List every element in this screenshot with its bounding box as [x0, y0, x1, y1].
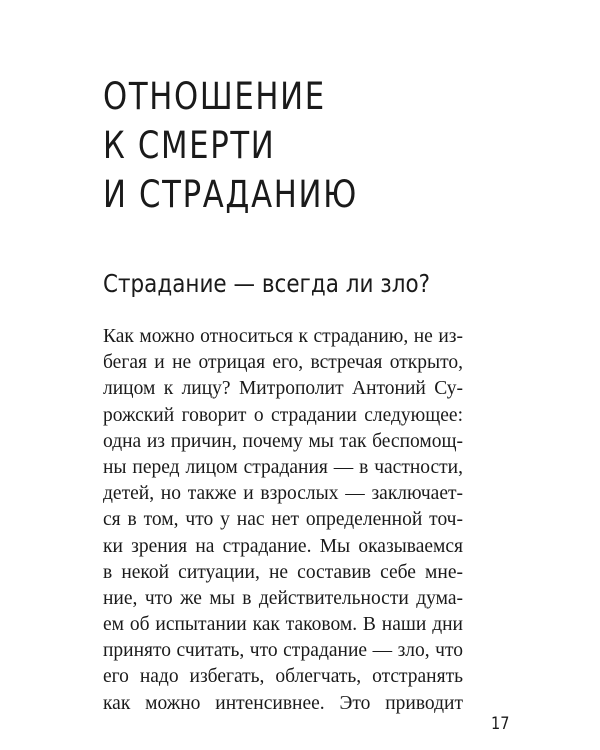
page-number: 17 — [491, 714, 510, 734]
body-line: одна из причин, почему мы так беспомощ- — [103, 430, 463, 452]
chapter-title — [103, 72, 358, 219]
body-line: принято считать, что страдание — зло, что — [103, 640, 463, 662]
body-line: детей, но также и взрослых — заключает- — [103, 483, 463, 505]
section-heading: Страдание — всегда ли зло? — [103, 269, 431, 298]
body-line: бегая и не отрицая его, встречая открыто, — [103, 352, 463, 374]
body-line: как можно интенсивнее. Это приводит — [103, 692, 463, 714]
body-line: его надо избегать, облегчать, отстранять — [103, 666, 463, 688]
body-line: ны перед лицом страдания — в частности, — [103, 456, 463, 478]
chapter-title-line: И СТРАДАНИЮ — [103, 173, 358, 216]
body-line: ки зрения на страдание. Мы оказываемся — [103, 535, 463, 557]
chapter-title-line: ОТНОШЕНИЕ — [103, 75, 326, 118]
body-line: ся в том, что у нас нет определенной точ- — [103, 509, 463, 531]
body-line: в некой ситуации, не составив себе мне- — [103, 561, 463, 583]
body-line: ем об испытании как таковом. В наши дни — [103, 614, 463, 636]
body-line: рожский говорит о страдании следующее: — [103, 404, 463, 426]
body-line: Как можно относиться к страданию, не из- — [103, 326, 463, 347]
body-paragraph — [103, 324, 463, 717]
body-line: лицом к лицу? Митрополит Антоний Су- — [103, 378, 463, 400]
body-line: ние, что же мы в действительности дума- — [103, 587, 463, 609]
chapter-title-line: К СМЕРТИ — [103, 124, 276, 167]
